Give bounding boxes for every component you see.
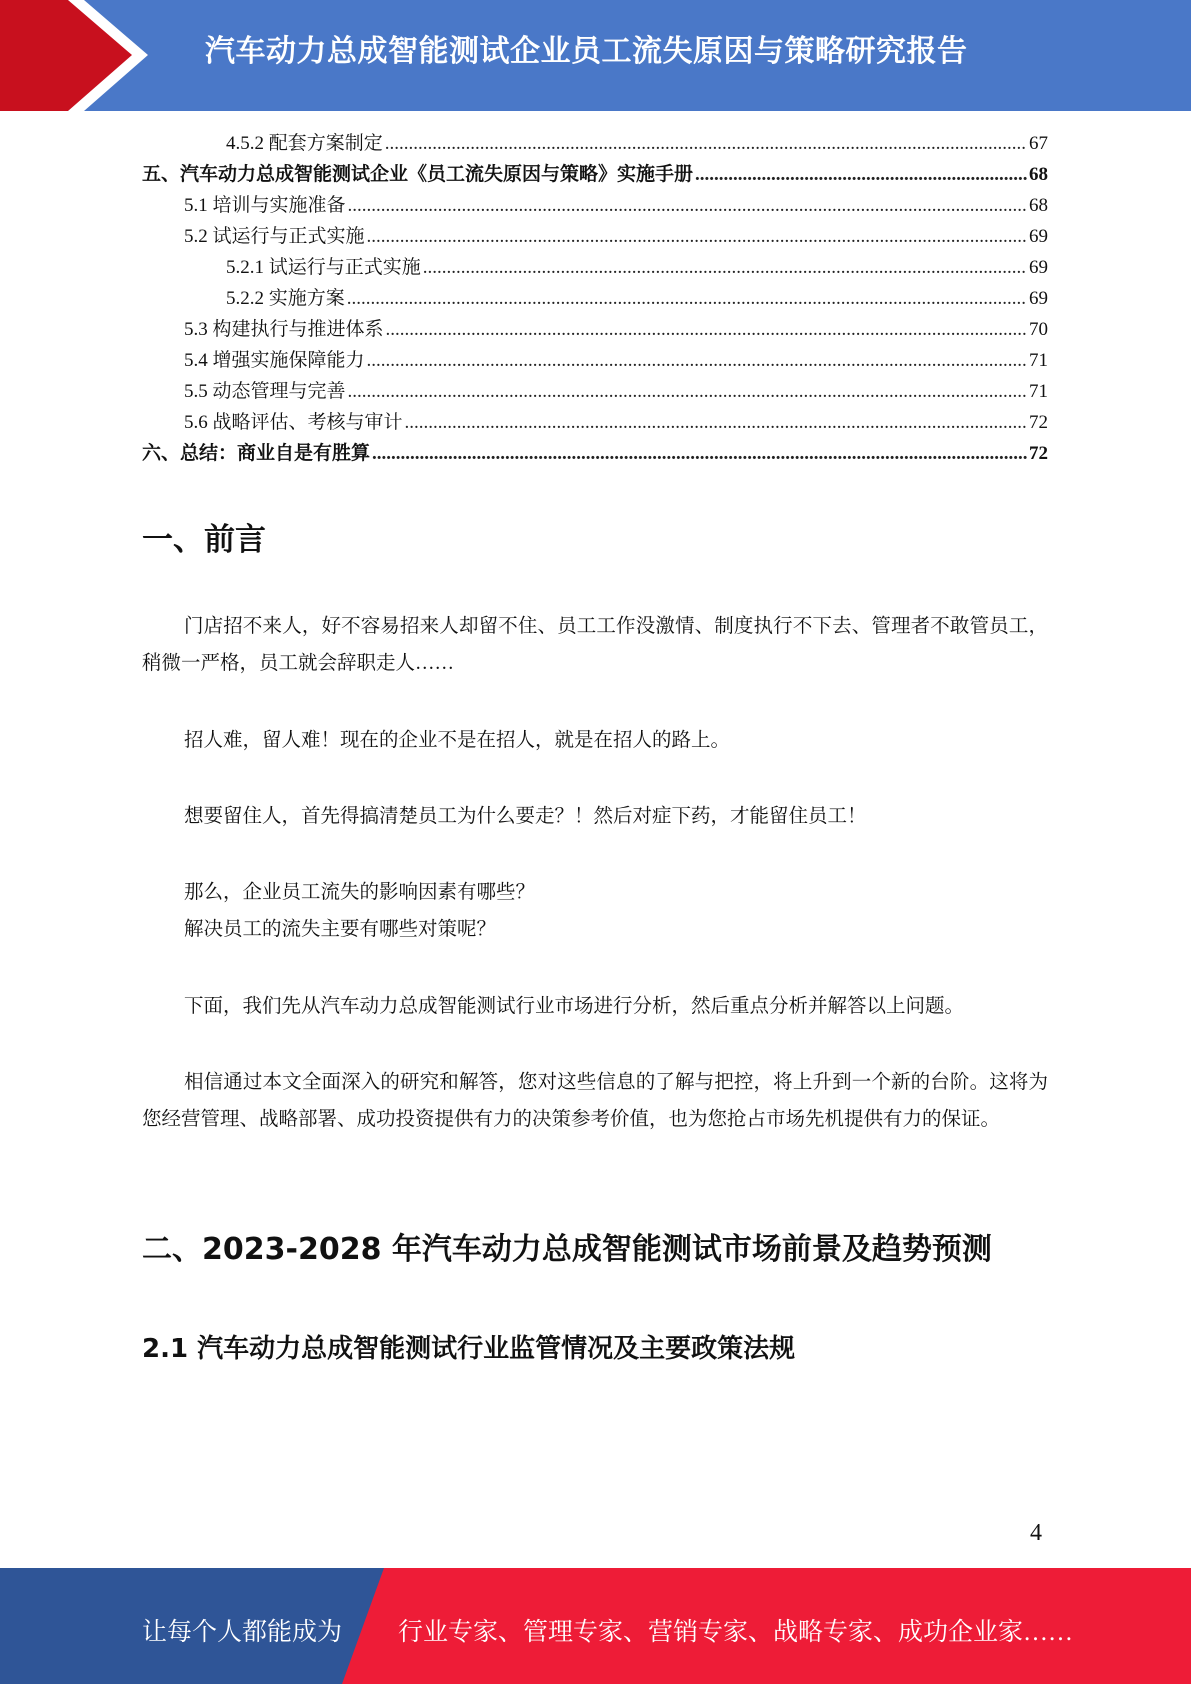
header-title: 汽车动力总成智能测试企业员工流失原因与策略研究报告 [205, 34, 968, 69]
toc-entry-label: 六、总结：商业自是有胜算 [142, 443, 371, 464]
toc-entry[interactable] [142, 438, 1048, 469]
toc-entry-label: 5.3 构建执行与推进体系 [184, 319, 384, 340]
toc-leader-dots [348, 381, 1027, 403]
footer-slogan-right: 行业专家、管理专家、营销专家、战略专家、成功企业家…… [398, 1619, 1074, 1646]
toc-entry-page: 69 [1029, 257, 1048, 278]
toc-entry[interactable] [142, 376, 1048, 407]
table-of-contents [142, 128, 1048, 469]
subsection-heading-regulation: 2.1 汽车动力总成智能测试行业监管情况及主要政策法规 [142, 1334, 796, 1364]
toc-leader-dots [423, 257, 1027, 279]
toc-entry-label: 5.1 培训与实施准备 [184, 195, 346, 216]
paragraph-2: 招人难，留人难！现在的企业不是在招人，就是在招人的路上。 [184, 730, 731, 751]
toc-leader-dots [367, 350, 1027, 372]
toc-entry-label: 5.5 动态管理与完善 [184, 381, 346, 402]
header-red-arrow [0, 0, 148, 111]
toc-leader-dots [695, 164, 1027, 186]
toc-entry-label: 5.2.2 实施方案 [226, 288, 345, 309]
toc-entry[interactable] [142, 159, 1048, 190]
toc-entry[interactable] [142, 283, 1048, 314]
toc-entry-page: 68 [1029, 164, 1048, 185]
toc-entry[interactable] [142, 190, 1048, 221]
toc-entry[interactable] [142, 128, 1048, 159]
toc-leader-dots [367, 226, 1027, 248]
page-number: 4 [1030, 1520, 1042, 1546]
toc-entry[interactable] [142, 252, 1048, 283]
toc-leader-dots [372, 443, 1027, 465]
toc-entry-page: 69 [1029, 288, 1048, 309]
paragraph-6: 下面，我们先从汽车动力总成智能测试行业市场进行分析，然后重点分析并解答以上问题。 [184, 996, 965, 1017]
footer-slogan-left: 让每个人都能成为 [142, 1619, 343, 1646]
toc-entry-page: 71 [1029, 381, 1048, 402]
toc-entry-page: 67 [1029, 133, 1048, 154]
paragraph-7: 相信通过本文全面深入的研究和解答，您对这些信息的了解与把控，将上升到一个新的台阶。这将为您经营管理、战略部署、成功投资提供有力的决策参考价值，也为您抢占市场先机提供有力的保证。 [142, 1072, 1048, 1130]
toc-entry-label: 5.2.1 试运行与正式实施 [226, 257, 421, 278]
page-header [0, 0, 1191, 111]
toc-entry-page: 70 [1029, 319, 1048, 340]
toc-entry-page: 68 [1029, 195, 1048, 216]
toc-entry-page: 72 [1029, 443, 1048, 464]
paragraph-1: 门店招不来人，好不容易招来人却留不住、员工工作没激情、制度执行不下去、管理者不敢管员工，稍微一严格，员工就会辞职走人…… [142, 616, 1048, 674]
toc-leader-dots [348, 195, 1027, 217]
toc-entry-label: 5.2 试运行与正式实施 [184, 226, 365, 247]
toc-entry-page: 69 [1029, 226, 1048, 247]
paragraph-4: 那么，企业员工流失的影响因素有哪些？ [184, 882, 536, 903]
toc-entry[interactable] [142, 314, 1048, 345]
paragraph-3: 想要留住人，首先得搞清楚员工为什么要走？！然后对症下药，才能留住员工！ [184, 806, 867, 827]
toc-entry-page: 72 [1029, 412, 1048, 433]
toc-entry-label: 5.4 增强实施保障能力 [184, 350, 365, 371]
paragraph-5: 解决员工的流失主要有哪些对策呢？ [184, 919, 497, 940]
toc-leader-dots [385, 133, 1027, 155]
toc-entry-label: 5.6 战略评估、考核与审计 [184, 412, 403, 433]
toc-entry[interactable] [142, 345, 1048, 376]
toc-entry[interactable] [142, 407, 1048, 438]
toc-leader-dots [386, 319, 1027, 341]
toc-leader-dots [405, 412, 1027, 434]
toc-entry-label: 五、汽车动力总成智能测试企业《员工流失原因与策略》实施手册 [142, 164, 694, 185]
toc-leader-dots [347, 288, 1027, 310]
section-heading-market-outlook: 二、2023-2028 年汽车动力总成智能测试市场前景及趋势预测 [142, 1232, 992, 1267]
section-heading-preface: 一、前言 [142, 522, 266, 558]
page-footer [0, 1568, 1191, 1684]
toc-entry-page: 71 [1029, 350, 1048, 371]
toc-entry[interactable] [142, 221, 1048, 252]
toc-entry-label: 4.5.2 配套方案制定 [226, 133, 383, 154]
